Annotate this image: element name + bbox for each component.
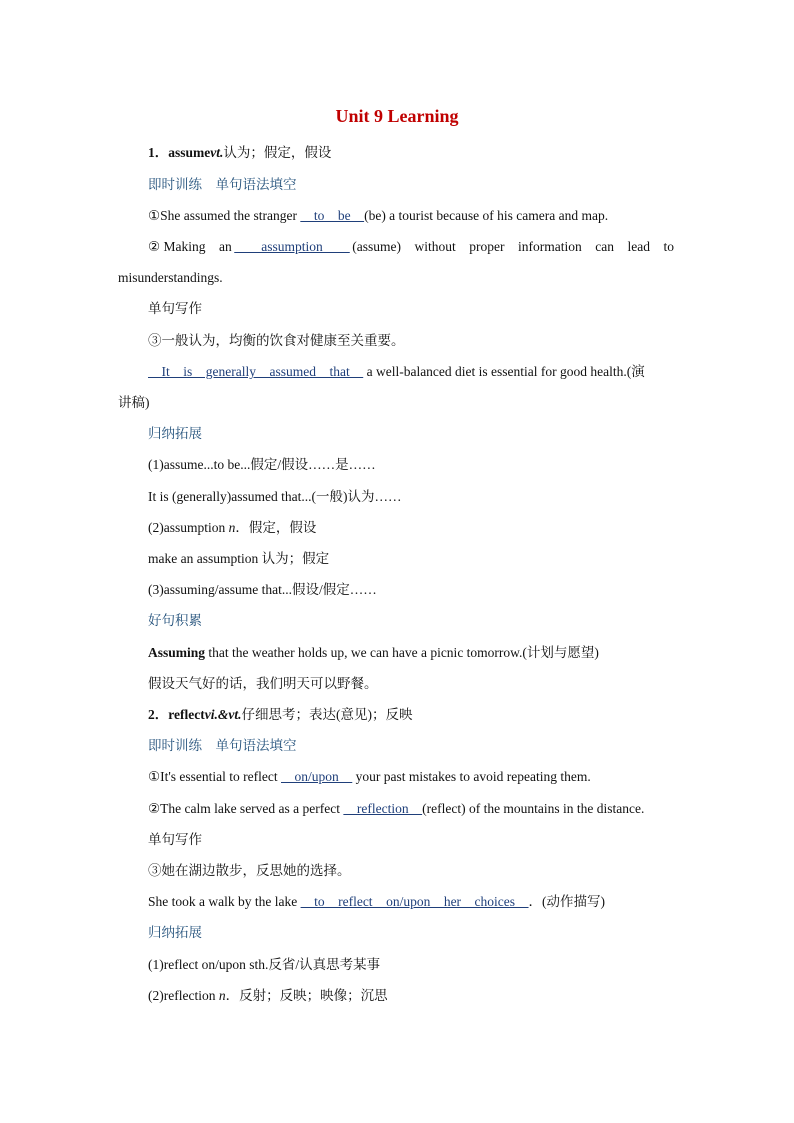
exercise-3-continued: 讲稿) (118, 395, 150, 410)
item-number: 1． (148, 145, 169, 160)
summary-item: (1)reflect on/upon sth.反省/认真思考某事 (148, 957, 381, 972)
part-of-speech: vi.&vt. (204, 707, 242, 722)
answer-blank: to be (300, 208, 365, 223)
exercise-text: a well-balanced diet is essential for good health.(演 (363, 364, 645, 379)
exercise-text: (reflect) of the mountains in the distance. (422, 801, 645, 816)
exercise-text: She took a walk by the lake (148, 894, 301, 909)
page-title: Unit 9 Learning (335, 106, 459, 126)
exercise-text: ②The calm lake served as a perfect (148, 801, 344, 816)
exercise-2 (148, 799, 644, 819)
summary-item (148, 518, 316, 538)
summary-item (148, 986, 388, 1006)
exercise-text: ①She assumed the stranger (148, 208, 301, 223)
part-of-speech: vt. (210, 145, 224, 160)
exercise-3-prompt: ③一般认为，均衡的饮食对健康至关重要。 (148, 333, 405, 348)
summary-pos: n (228, 520, 236, 535)
summary-pos: n (218, 988, 226, 1003)
exercise-1 (148, 767, 591, 787)
item-number: 2． (148, 707, 169, 722)
exercise-text: ①It's essential to reflect (148, 769, 281, 784)
summary-text: ．反射；反映；映像；沉思 (225, 988, 388, 1003)
exercise-text: your past mistakes to avoid repeating them. (352, 769, 591, 784)
answer-blank: assumption (234, 239, 350, 254)
word-meaning: 仔细思考；表达(意见)；反映 (241, 707, 413, 722)
exercise-text: (assume) without proper information can lead to (352, 239, 674, 254)
headword: assume (168, 145, 211, 160)
answer-blank: reflection (343, 801, 423, 816)
summary-item: (3)assuming/assume that...假设/假定…… (148, 582, 377, 597)
item-1-heading (148, 143, 331, 163)
sentence-label: 好句积累 (148, 613, 202, 628)
writing-label: 单句写作 (148, 301, 202, 316)
example-text: that the weather holds up, we can have a picnic tomorrow.(计划与愿望) (205, 645, 599, 660)
item-2-heading (148, 705, 412, 725)
word-meaning: 认为；假定，假设 (223, 145, 332, 160)
exercise-text: (be) a tourist because of his camera and map. (364, 208, 609, 223)
answer-blank: It is generally assumed that (148, 364, 364, 379)
summary-text: (2)reflection (148, 988, 219, 1003)
exercise-2-continued: misunderstandings. (118, 270, 223, 285)
exercise-3-answer (148, 892, 605, 912)
practice-label: 即时训练 单句语法填空 (148, 738, 297, 753)
summary-text: ．假定，假设 (235, 520, 317, 535)
practice-label: 即时训练 单句语法填空 (148, 177, 297, 192)
answer-blank: on/upon (281, 769, 353, 784)
summary-item: It is (generally)assumed that...(一般)认为…… (148, 489, 402, 504)
summary-item: (1)assume...to be...假定/假设……是…… (148, 457, 376, 472)
exercise-3-prompt: ③她在湖边散步，反思她的选择。 (148, 863, 351, 878)
headword: reflect (168, 707, 205, 722)
answer-blank: to reflect on/upon her choices (300, 894, 529, 909)
summary-text: (2)assumption (148, 520, 229, 535)
summary-label: 归纳拓展 (148, 426, 202, 441)
exercise-text: ．(动作描写) (528, 894, 606, 909)
writing-label: 单句写作 (148, 832, 202, 847)
example-keyword: Assuming (148, 645, 206, 660)
summary-item: make an assumption 认为；假定 (148, 551, 330, 566)
summary-label: 归纳拓展 (148, 925, 202, 940)
example-sentence (148, 643, 599, 663)
exercise-2 (148, 237, 674, 257)
example-translation: 假设天气好的话，我们明天可以野餐。 (148, 676, 378, 691)
exercise-3-answer (148, 362, 645, 382)
exercise-1 (148, 206, 608, 226)
exercise-text: ② Making an (148, 239, 232, 254)
